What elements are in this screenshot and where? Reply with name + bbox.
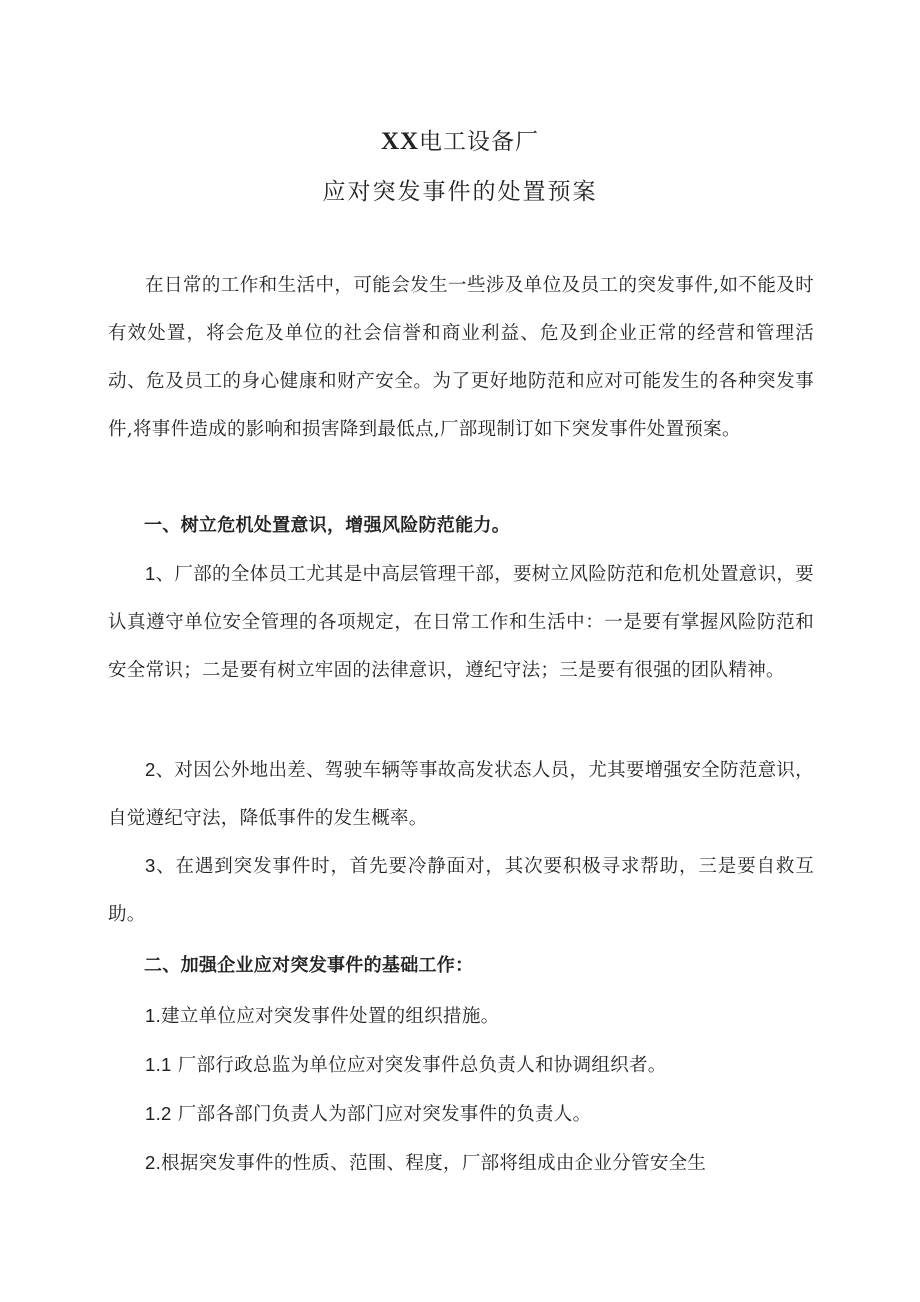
- section-2-heading: 二、加强企业应对突发事件的基础工作：: [144, 955, 474, 976]
- section-1-item-1: 1、厂部的全体员工尤其是中高层管理干部，要树立风险防范和危机处置意识，要认真遵守单位安全管理的各项规定，在日常工作和生活中：一是要有掌握风险防范和安全常识；二是要有树立牢固的法律意识，遵纪守法；三是要有很强的团队精神。: [108, 563, 814, 681]
- document-title: [0, 124, 920, 160]
- section-2-item-1-2: 1.2 厂部各部门负责人为部门应对突发事件的负责人。: [145, 1103, 592, 1125]
- section-1-continued: [108, 746, 814, 843]
- section-2-item-2: 2.根据突发事件的性质、范围、程度，厂部将组成由企业分管安全生: [145, 1152, 707, 1174]
- title-company: 电工设备厂: [419, 129, 540, 155]
- section-1-item-3-block: [108, 842, 814, 939]
- section-2-item-1: 1.建立单位应对突发事件处置的组织措施。: [145, 1005, 500, 1027]
- intro-paragraph: 在日常的工作和生活中，可能会发生一些涉及单位及员工的突发事件,如不能及时有效处置，将会危及单位的社会信誉和商业利益、危及到企业正常的经营和管理活动、危及员工的身心健康和财产安全。为了更好地防范和应对可能发生的各种突发事件,将事件造成的影响和损害降到最低点,厂部现制订如下突发事件处置预案。: [108, 275, 814, 440]
- section-2-item-1-1: 1.1 厂部行政总监为单位应对突发事件总负责人和协调组织者。: [145, 1054, 667, 1076]
- title-prefix: XX: [380, 128, 420, 155]
- section-1-heading: 一、树立危机处置意识，增强风险防范能力。: [144, 515, 510, 536]
- section-1-item-2: 2、对因公外地出差、驾驶车辆等事故高发状态人员，尤其要增强安全防范意识，自觉遵纪守法，降低事件的发生概率。: [108, 759, 814, 829]
- section-1: [108, 502, 814, 695]
- section-1-item-3: 3、在遇到突发事件时，首先要冷静面对，其次要积极寻求帮助，三是要自救互助。: [108, 855, 814, 925]
- section-2: [108, 942, 814, 1188]
- document-body: [108, 262, 814, 454]
- document-subtitle: 应对突发事件的处置预案: [322, 179, 598, 205]
